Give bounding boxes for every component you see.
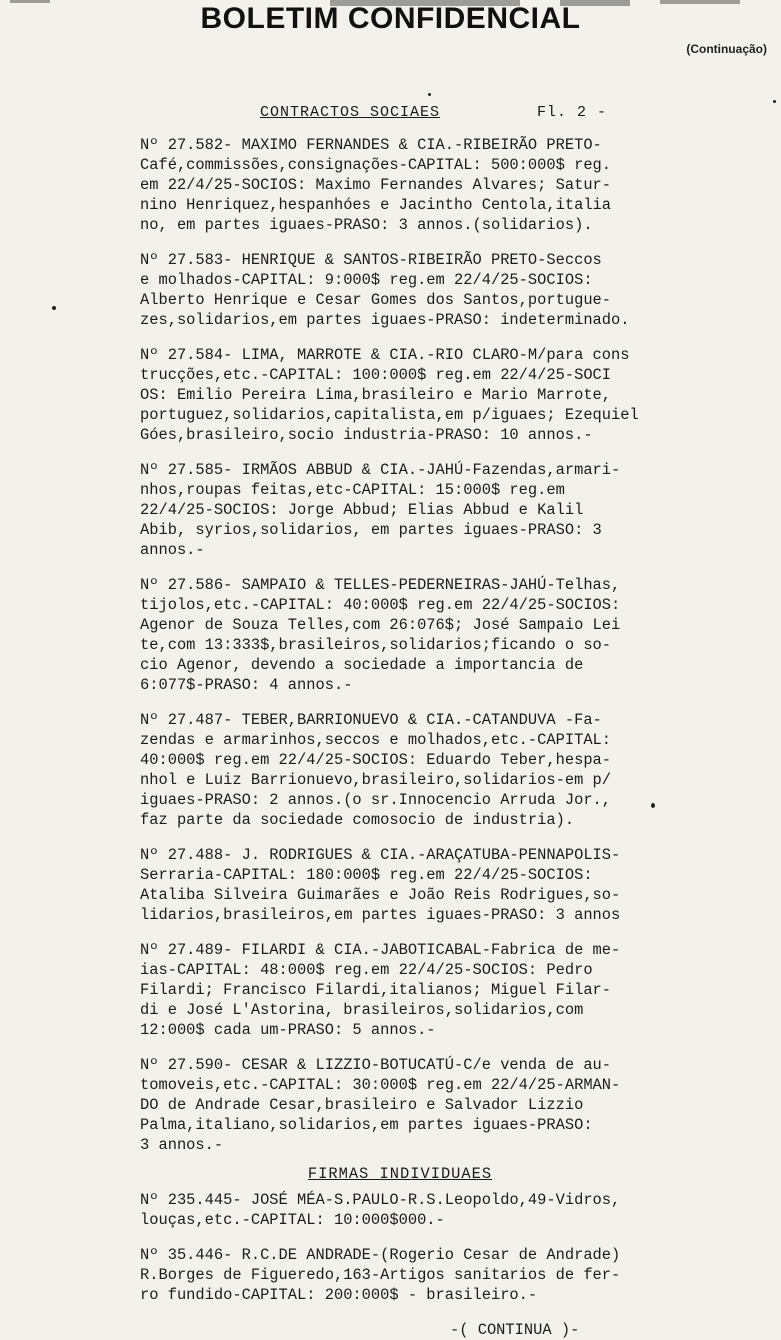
text-line: lidarios,brasileiros,em partes iguaes-PRASO: 3 annos — [140, 906, 621, 924]
text-line: trucções,etc.-CAPITAL: 100:000$ reg.em 22/4/25-SOCI — [140, 366, 612, 384]
text-line: 6:077$-PRASO: 4 annos.- — [140, 676, 353, 694]
firmas-list — [140, 1190, 660, 1305]
text-line: annos.- — [140, 541, 205, 559]
list-item — [140, 845, 660, 925]
text-line: Palma,italiano,solidarios,em partes iguaes-PRASO: — [140, 1116, 593, 1134]
list-item — [140, 460, 660, 560]
text-line: Serraria-CAPITAL: 180:000$ reg.em 22/4/25-SOCIOS: — [140, 866, 593, 884]
text-line: nino Henriquez,hespanhóes e Jacintho Centola,italia — [140, 196, 612, 214]
section-title: CONTRACTOS SOCIAES — [260, 104, 441, 121]
ink-speck — [52, 306, 56, 310]
text-line: DO de Andrade Cesar,brasileiro e Salvador Lizzio — [140, 1096, 584, 1114]
text-line: Nº 27.586- SAMPAIO & TELLES-PEDERNEIRAS-JAHÚ-Telhas, — [140, 576, 621, 594]
text-line: Nº 235.445- JOSÉ MÉA-S.PAULO-R.S.Leopoldo,49-Vidros, — [140, 1191, 621, 1209]
text-line: Nº 27.582- MAXIMO FERNANDES & CIA.-RIBEIRÃO PRETO- — [140, 136, 602, 154]
text-line: 3 annos.- — [140, 1136, 224, 1154]
ink-speck — [773, 100, 776, 103]
text-line: nhos,roupas feitas,etc-CAPITAL: 15:000$ reg.em — [140, 481, 565, 499]
text-line: Café,commissões,consignações-CAPITAL: 500:000$ reg. — [140, 156, 612, 174]
text-line: Abib, syrios,solidarios, em partes iguaes-PRASO: 3 — [140, 521, 602, 539]
list-item — [140, 345, 660, 445]
text-line: tijolos,etc.-CAPITAL: 40:000$ reg.em 22/4/25-SOCIOS: — [140, 596, 621, 614]
text-line: Nº 27.487- TEBER,BARRIONUEVO & CIA.-CATANDUVA -Fa- — [140, 711, 602, 729]
text-line: tomoveis,etc.-CAPITAL: 30:000$ reg.em 22/4/25-ARMAN- — [140, 1076, 621, 1094]
section-heading — [200, 104, 640, 121]
subsection-title: FIRMAS INDIVIDUAES — [307, 1165, 493, 1183]
text-line: te,com 13:333$,brasileiros,solidarios;ficando o so- — [140, 636, 612, 654]
text-line: Ataliba Silveira Guimarães e João Reis Rodrigues,so- — [140, 886, 621, 904]
text-line: Agenor de Souza Telles,com 26:076$; José Sampaio Lei — [140, 616, 621, 634]
list-item — [140, 1190, 660, 1230]
text-line: no, em partes iguaes-PRASO: 3 annos.(solidarios). — [140, 216, 593, 234]
ink-speck — [428, 93, 431, 96]
text-line: Alberto Henrique e Cesar Gomes dos Santos,portugue- — [140, 291, 612, 309]
text-line: em 22/4/25-SOCIOS: Maximo Fernandes Alvares; Satur- — [140, 176, 612, 194]
list-item — [140, 710, 660, 830]
continua-footer: -( CONTINUA )- — [450, 1321, 580, 1339]
text-line: Nº 35.446- R.C.DE ANDRADE-(Rogerio Cesar de Andrade) — [140, 1246, 621, 1264]
text-line: cio Agenor, devendo a sociedade a importancia de — [140, 656, 584, 674]
text-line: Góes,brasileiro,socio industria-PRASO: 10 annos.- — [140, 426, 593, 444]
list-item — [140, 250, 660, 330]
text-line: Nº 27.488- J. RODRIGUES & CIA.-ARAÇATUBA-PENNAPOLIS- — [140, 846, 621, 864]
text-line: Nº 27.584- LIMA, MARROTE & CIA.-RIO CLARO-M/para cons — [140, 346, 630, 364]
text-line: ro fundido-CAPITAL: 200:000$ - brasileiro.- — [140, 1286, 538, 1304]
contracts-list — [140, 135, 660, 1155]
text-line: 40:000$ reg.em 22/4/25-SOCIOS: Eduardo Teber,hespa- — [140, 751, 612, 769]
text-line: ias-CAPITAL: 48:000$ reg.em 22/4/25-SOCIOS: Pedro — [140, 961, 593, 979]
text-line: Filardi; Francisco Filardi,italianos; Miguel Filar- — [140, 981, 612, 999]
text-line: OS: Emilio Pereira Lima,brasileiro e Mario Marrote, — [140, 386, 612, 404]
document-title: BOLETIM CONFIDENCIAL — [200, 2, 581, 35]
text-line: Nº 27.590- CESAR & LIZZIO-BOTUCATÚ-C/e venda de au- — [140, 1056, 612, 1074]
text-line: nhol e Luiz Barrionuevo,brasileiro,solidarios-em p/ — [140, 771, 612, 789]
text-line: R.Borges de Figueredo,163-Artigos sanitarios de fer- — [140, 1266, 621, 1284]
text-line: 12:000$ cada um-PRASO: 5 annos.- — [140, 1021, 436, 1039]
list-item — [140, 940, 660, 1040]
text-line: Nº 27.585- IRMÃOS ABBUD & CIA.-JAHÚ-Fazendas,armari- — [140, 461, 621, 479]
text-line: louças,etc.-CAPITAL: 10:000$000.- — [140, 1211, 445, 1229]
text-line: di e José L'Astorina, brasileiros,solidarios,com — [140, 1001, 584, 1019]
text-line: iguaes-PRASO: 2 annos.(o sr.Innocencio Arruda Jor., — [140, 791, 612, 809]
document-body — [140, 135, 660, 1340]
continuation-note: (Continuação) — [686, 42, 767, 56]
text-line: Nº 27.583- HENRIQUE & SANTOS-RIBEIRÃO PRETO-Seccos — [140, 251, 602, 269]
text-line: zes,solidarios,em partes iguaes-PRASO: indeterminado. — [140, 311, 630, 329]
list-item — [140, 575, 660, 695]
page-number: Fl. 2 - — [537, 104, 608, 121]
list-item — [140, 1055, 660, 1155]
text-line: faz parte da sociedade comosocio de industria). — [140, 811, 575, 829]
text-line: zendas e armarinhos,seccos e molhados,etc.-CAPITAL: — [140, 731, 612, 749]
list-item — [140, 1245, 660, 1305]
text-line: 22/4/25-SOCIOS: Jorge Abbud; Elias Abbud e Kalil — [140, 501, 584, 519]
list-item — [140, 135, 660, 235]
text-line: e molhados-CAPITAL: 9:000$ reg.em 22/4/25-SOCIOS: — [140, 271, 593, 289]
text-line: portuguez,solidarios,capitalista,em p/iguaes; Ezequiel — [140, 406, 639, 424]
text-line: Nº 27.489- FILARDI & CIA.-JABOTICABAL-Fabrica de me- — [140, 941, 621, 959]
